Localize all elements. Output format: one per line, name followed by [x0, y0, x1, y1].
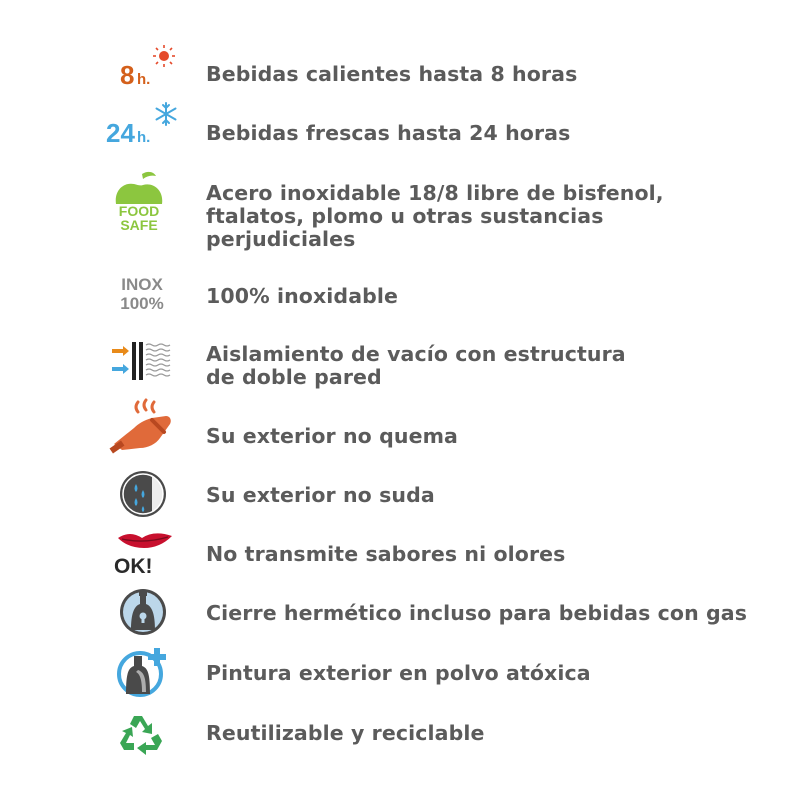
bottle-shape: [126, 656, 150, 694]
feature-line: de doble pared: [206, 365, 382, 389]
feature-description: [206, 543, 786, 566]
snowflake-icon: [157, 103, 176, 125]
plus-icon: [148, 648, 166, 666]
feature-line: ftalatos, plomo u otras sustancias: [206, 204, 604, 228]
icon-label: 24: [106, 118, 135, 148]
feature-description: [206, 285, 786, 308]
feature-line: 100% inoxidable: [206, 284, 399, 308]
apple-shape: [116, 184, 162, 204]
hot-8-hours-icon: [100, 44, 180, 104]
icon-label: FOOD: [118, 203, 160, 219]
icon-label: 100%: [120, 294, 164, 313]
feature-description: [206, 602, 786, 625]
feature-line: Pintura exterior en polvo atóxica: [206, 661, 591, 685]
food-safe-icon: [100, 170, 180, 236]
feature-line: Su exterior no quema: [206, 424, 458, 448]
feature-line: Su exterior no suda: [206, 483, 435, 507]
feature-description: [206, 63, 786, 86]
feature-line: Bebidas frescas hasta 24 horas: [206, 121, 571, 145]
feature-line: Cierre hermético incluso para bebidas con gas: [206, 601, 748, 625]
cold-24-hours-icon: [100, 102, 180, 162]
icon-label: h.: [137, 129, 151, 146]
wave-lines: [146, 344, 170, 376]
feature-line: Aislamiento de vacío con estructura: [206, 342, 626, 366]
feature-description: [206, 182, 786, 251]
feature-description: [206, 425, 786, 448]
icon-label: h.: [137, 71, 151, 88]
hermetic-seal-icon: [100, 584, 180, 644]
feature-description: [206, 484, 786, 507]
arrow-cold-icon: [112, 364, 129, 374]
double-wall-insulation-icon: [100, 336, 180, 396]
cool-touch-hand-icon: [100, 398, 180, 458]
powder-paint-icon: [100, 644, 180, 704]
feature-description: [206, 662, 786, 685]
feature-line: perjudiciales: [206, 227, 356, 251]
icon-label: OK!: [114, 555, 153, 578]
feature-line: Reutilizable y reciclable: [206, 721, 485, 745]
arrow-hot-icon: [112, 346, 129, 356]
feature-line: No transmite sabores ni olores: [206, 542, 566, 566]
sun-icon: [153, 45, 175, 67]
recycle-icon: [100, 704, 180, 764]
feature-description: [206, 343, 786, 389]
feature-line: Acero inoxidable 18/8 libre de bisfenol,: [206, 181, 664, 205]
icon-label: 8: [120, 60, 135, 90]
feature-description: [206, 122, 786, 145]
no-sweat-icon: [100, 466, 180, 526]
icon-label: INOX: [121, 275, 163, 294]
no-taste-lips-icon: [100, 526, 180, 586]
feature-description: [206, 722, 786, 745]
icon-label: SAFE: [120, 217, 158, 233]
inox-100-icon: [100, 266, 180, 326]
feature-line: Bebidas calientes hasta 8 horas: [206, 62, 578, 86]
